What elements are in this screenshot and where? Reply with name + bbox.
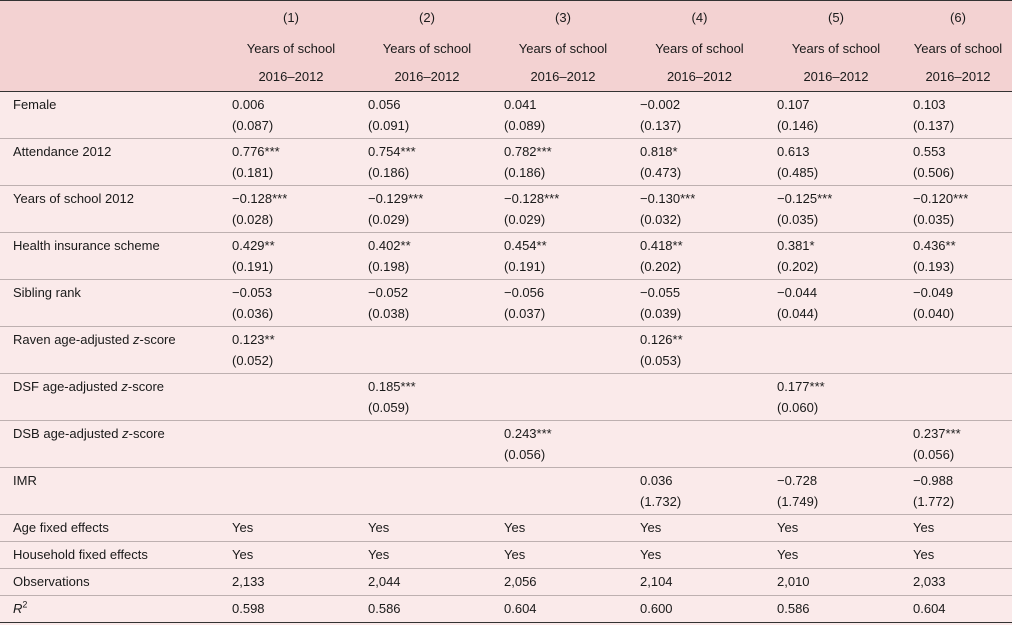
coef-cell — [495, 421, 631, 468]
col-period: 2016–2012 — [258, 68, 324, 84]
coef-cell — [904, 92, 1012, 139]
coefficient: 0.006 — [232, 97, 265, 112]
coef-cell — [359, 92, 495, 139]
header-blank — [0, 62, 223, 92]
stat-cell: 0.586 — [368, 601, 401, 616]
table-row — [0, 542, 1012, 569]
stat-cell: Yes — [640, 520, 662, 535]
standard-error: (0.040) — [913, 306, 955, 321]
col-depvar: Years of school — [655, 41, 744, 56]
table-row — [0, 569, 1012, 596]
standard-error: (0.044) — [777, 306, 819, 321]
coefficient: 0.123** — [232, 332, 275, 347]
coefficient — [640, 374, 768, 376]
table-row — [0, 186, 1012, 233]
table-row — [0, 280, 1012, 327]
standard-error: (0.087) — [232, 118, 274, 133]
coefficient: −0.125*** — [777, 191, 833, 206]
stat-cell: 2,056 — [504, 574, 537, 589]
coefficient: −0.055 — [640, 285, 681, 300]
coef-cell — [904, 374, 1012, 421]
col-depvar: Years of school — [518, 41, 608, 56]
coefficient: 0.402** — [368, 238, 411, 253]
row-label-text: DSB age-adjusted — [13, 426, 123, 441]
coef-cell — [768, 139, 904, 186]
standard-error: (0.028) — [232, 212, 274, 227]
coef-cell — [631, 468, 768, 515]
coef-cell — [495, 92, 631, 139]
r-squared-superscript: 2 — [22, 599, 28, 610]
table-row — [0, 139, 1012, 186]
standard-error: (0.506) — [913, 165, 955, 180]
col-number: (6) — [950, 10, 966, 25]
row-label — [0, 327, 223, 374]
coefficient — [232, 468, 359, 470]
coef-cell — [223, 327, 359, 374]
col-period: 2016–2012 — [394, 68, 460, 84]
coef-cell — [495, 186, 631, 233]
coef-cell — [904, 421, 1012, 468]
standard-error: (0.191) — [504, 259, 546, 274]
coefficient: −0.728 — [777, 473, 818, 488]
coefficient: 0.454** — [504, 238, 547, 253]
coefficient — [232, 421, 359, 423]
coef-cell — [223, 233, 359, 280]
coef-cell — [495, 468, 631, 515]
header-row-depvar — [0, 35, 1012, 62]
standard-error: (0.037) — [504, 306, 546, 321]
stat-cell: 2,104 — [640, 574, 673, 589]
row-label: Observations — [13, 574, 90, 589]
coefficient: 0.782*** — [504, 144, 552, 159]
coefficient: −0.988 — [913, 473, 954, 488]
stat-cell: Yes — [640, 547, 662, 562]
standard-error: (0.053) — [640, 353, 682, 368]
coefficient: 0.103 — [913, 97, 946, 112]
coefficient — [777, 327, 904, 329]
coefficient: −0.053 — [232, 285, 273, 300]
coefficient — [913, 327, 1012, 329]
standard-error: (0.056) — [913, 447, 955, 462]
standard-error: (0.485) — [777, 165, 819, 180]
stat-cell: Yes — [368, 520, 390, 535]
coef-cell — [631, 233, 768, 280]
row-label — [0, 92, 223, 139]
coefficient — [368, 327, 495, 329]
coef-cell — [631, 186, 768, 233]
row-label — [0, 139, 223, 186]
coefficient: 0.243*** — [504, 426, 552, 441]
stat-cell: Yes — [232, 547, 254, 562]
row-label-italic: z — [132, 332, 140, 347]
coefficient: 0.436** — [913, 238, 956, 253]
coef-cell — [223, 186, 359, 233]
header-blank — [0, 35, 223, 62]
row-label-text: Health insurance scheme — [13, 238, 160, 253]
row-label-text: DSF age-adjusted — [13, 379, 122, 394]
coef-cell — [631, 374, 768, 421]
coefficient: −0.056 — [504, 285, 545, 300]
standard-error: (0.052) — [232, 353, 274, 368]
row-label — [0, 233, 223, 280]
row-label — [0, 280, 223, 327]
table-row — [0, 515, 1012, 542]
coef-cell — [359, 139, 495, 186]
coefficient: 0.776*** — [232, 144, 280, 159]
table-body — [0, 92, 1012, 623]
table-row — [0, 421, 1012, 468]
coef-cell — [223, 374, 359, 421]
stat-cell: Yes — [777, 547, 799, 562]
stat-cell: Yes — [368, 547, 390, 562]
coefficient — [504, 468, 631, 470]
standard-error: (0.036) — [232, 306, 274, 321]
coefficient: 0.126** — [640, 332, 683, 347]
row-label-italic: z — [121, 379, 128, 394]
coef-cell — [223, 468, 359, 515]
row-label-italic: z — [122, 426, 129, 441]
coefficient — [368, 421, 495, 423]
row-label-text: Raven age-adjusted — [13, 332, 133, 347]
coefficient — [232, 374, 359, 376]
col-period: 2016–2012 — [803, 68, 869, 84]
coef-cell — [223, 280, 359, 327]
coefficient: 0.418** — [640, 238, 683, 253]
coef-cell — [904, 280, 1012, 327]
row-label-suffix: -score — [139, 332, 176, 347]
coef-cell — [359, 421, 495, 468]
coef-cell — [359, 280, 495, 327]
coefficient: 0.818* — [640, 144, 678, 159]
row-label: Household fixed effects — [13, 547, 148, 562]
coef-cell — [223, 421, 359, 468]
row-label — [0, 186, 223, 233]
table-row — [0, 233, 1012, 280]
coefficient — [368, 468, 495, 470]
row-label — [0, 374, 223, 421]
coef-cell — [495, 327, 631, 374]
col-number: (5) — [828, 10, 844, 25]
row-label-text: Sibling rank — [13, 285, 81, 300]
coefficient: 0.107 — [777, 97, 810, 112]
coef-cell — [768, 186, 904, 233]
standard-error: (0.137) — [913, 118, 955, 133]
coef-cell — [631, 139, 768, 186]
coef-cell — [631, 92, 768, 139]
standard-error: (0.035) — [777, 212, 819, 227]
coef-cell — [359, 468, 495, 515]
coef-cell — [904, 233, 1012, 280]
coefficient: 0.613 — [777, 144, 810, 159]
table-row — [0, 596, 1012, 623]
coef-cell — [631, 280, 768, 327]
coef-cell — [359, 233, 495, 280]
standard-error: (0.181) — [232, 165, 274, 180]
row-label-text: Years of school 2012 — [13, 191, 134, 206]
standard-error: (0.056) — [504, 447, 546, 462]
col-depvar: Years of school — [246, 41, 336, 56]
coef-cell — [359, 374, 495, 421]
row-label-text: Attendance 2012 — [13, 144, 112, 159]
stat-cell: Yes — [504, 547, 526, 562]
coefficient: −0.002 — [640, 97, 681, 112]
coefficient — [640, 421, 768, 423]
coefficient: 0.553 — [913, 144, 946, 159]
row-label-text: IMR — [13, 473, 37, 488]
col-number: (3) — [555, 10, 571, 25]
col-number: (4) — [691, 10, 708, 25]
table-row — [0, 374, 1012, 421]
standard-error: (0.473) — [640, 165, 682, 180]
standard-error: (1.732) — [640, 494, 682, 509]
coef-cell — [768, 327, 904, 374]
coef-cell — [768, 468, 904, 515]
coefficient: 0.041 — [504, 97, 537, 112]
row-label: Age fixed effects — [13, 520, 109, 535]
stat-cell: Yes — [232, 520, 254, 535]
coefficient — [504, 374, 631, 376]
standard-error: (0.186) — [504, 165, 546, 180]
coefficient: 0.056 — [368, 97, 401, 112]
standard-error: (0.032) — [640, 212, 682, 227]
standard-error: (0.060) — [777, 400, 819, 415]
stat-cell: 0.586 — [777, 601, 810, 616]
coefficient: 0.754*** — [368, 144, 416, 159]
row-label-suffix: -score — [128, 426, 165, 441]
coefficient: 0.429** — [232, 238, 275, 253]
coef-cell — [904, 139, 1012, 186]
stat-cell: 2,033 — [913, 574, 946, 589]
standard-error: (0.193) — [913, 259, 955, 274]
stat-cell: Yes — [504, 520, 526, 535]
header-blank — [0, 1, 223, 36]
col-number: (1) — [283, 10, 299, 25]
col-number: (2) — [419, 10, 435, 25]
col-depvar: Years of school — [382, 41, 472, 56]
coef-cell — [495, 374, 631, 421]
standard-error: (0.202) — [777, 259, 819, 274]
standard-error: (0.029) — [368, 212, 410, 227]
standard-error: (1.772) — [913, 494, 955, 509]
standard-error: (0.038) — [368, 306, 410, 321]
header-row-period — [0, 62, 1012, 92]
standard-error: (0.035) — [913, 212, 955, 227]
coef-cell — [904, 327, 1012, 374]
coefficient: −0.120*** — [913, 191, 969, 206]
coefficient: 0.177*** — [777, 379, 825, 394]
coefficient: 0.381* — [777, 238, 815, 253]
standard-error: (0.039) — [640, 306, 682, 321]
coefficient: −0.052 — [368, 285, 409, 300]
stat-cell: 0.600 — [640, 601, 673, 616]
stat-cell: 0.604 — [913, 601, 946, 616]
coef-cell — [631, 421, 768, 468]
standard-error: (0.191) — [232, 259, 274, 274]
standard-error: (0.029) — [504, 212, 546, 227]
row-label — [0, 596, 223, 623]
coefficient: 0.036 — [640, 473, 673, 488]
row-label — [0, 421, 223, 468]
header-row-numbers — [0, 1, 1012, 36]
coefficient: −0.128*** — [504, 191, 560, 206]
standard-error: (0.186) — [368, 165, 410, 180]
stat-cell: 2,010 — [777, 574, 810, 589]
coef-cell — [495, 280, 631, 327]
standard-error: (0.146) — [777, 118, 819, 133]
standard-error: (0.059) — [368, 400, 410, 415]
coefficient — [504, 327, 631, 329]
coefficient — [913, 374, 1012, 376]
coef-cell — [223, 139, 359, 186]
table-header — [0, 1, 1012, 92]
coef-cell — [631, 327, 768, 374]
coef-cell — [904, 468, 1012, 515]
coef-cell — [495, 139, 631, 186]
col-depvar: Years of school — [791, 41, 881, 56]
row-label-suffix: -score — [127, 379, 165, 394]
coefficient — [777, 421, 904, 423]
stat-cell: 0.598 — [232, 601, 265, 616]
coefficient: −0.128*** — [232, 191, 288, 206]
table-row — [0, 468, 1012, 515]
r-squared-label: R — [13, 601, 23, 616]
coefficient: −0.130*** — [640, 191, 696, 206]
coef-cell — [768, 280, 904, 327]
coef-cell — [904, 186, 1012, 233]
coef-cell — [768, 421, 904, 468]
coef-cell — [768, 374, 904, 421]
coefficient: −0.049 — [913, 285, 954, 300]
coefficient: −0.129*** — [368, 191, 424, 206]
table-row — [0, 92, 1012, 139]
col-depvar: Years of school — [913, 41, 1003, 56]
standard-error: (0.089) — [504, 118, 546, 133]
stat-cell: 2,133 — [232, 574, 265, 589]
coef-cell — [768, 92, 904, 139]
col-period: 2016–2012 — [530, 68, 596, 84]
row-label-text: Female — [13, 97, 57, 112]
coefficient: −0.044 — [777, 285, 818, 300]
stat-cell: Yes — [913, 520, 935, 535]
col-period: 2016–2012 — [925, 68, 991, 84]
coef-cell — [495, 233, 631, 280]
standard-error: (0.198) — [368, 259, 410, 274]
coef-cell — [359, 186, 495, 233]
col-period: 2016–2012 — [666, 68, 733, 84]
stat-cell: Yes — [913, 547, 935, 562]
coef-cell — [768, 233, 904, 280]
coef-cell — [223, 92, 359, 139]
standard-error: (0.202) — [640, 259, 682, 274]
coefficient: 0.237*** — [913, 426, 961, 441]
row-label — [0, 468, 223, 515]
standard-error: (0.091) — [368, 118, 410, 133]
table-row — [0, 327, 1012, 374]
standard-error: (1.749) — [777, 494, 819, 509]
stat-cell: Yes — [777, 520, 799, 535]
standard-error: (0.137) — [640, 118, 682, 133]
coef-cell — [359, 327, 495, 374]
coefficient: 0.185*** — [368, 379, 416, 394]
stat-cell: 0.604 — [504, 601, 537, 616]
stat-cell: 2,044 — [368, 574, 401, 589]
